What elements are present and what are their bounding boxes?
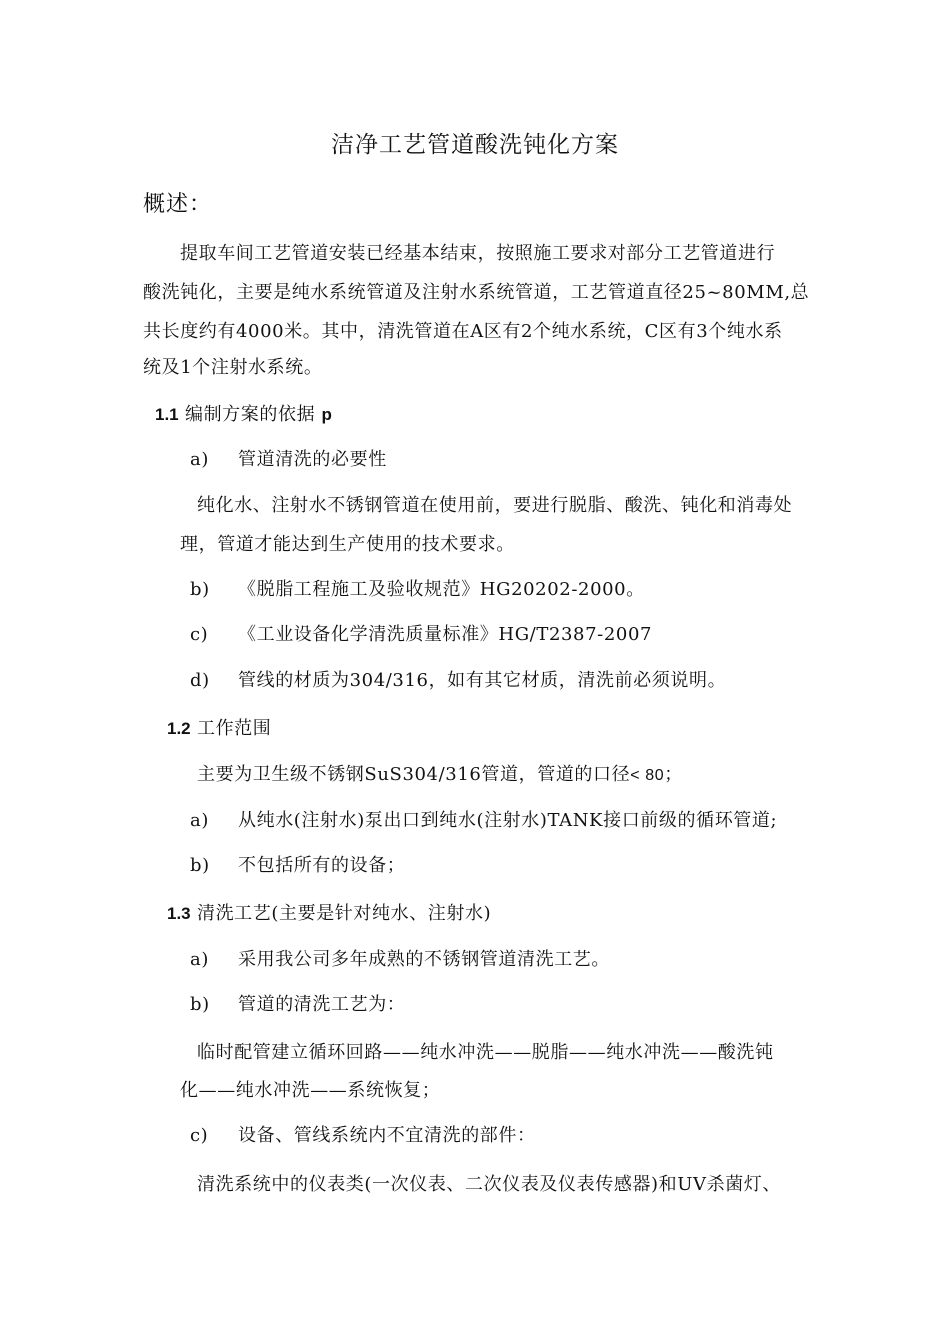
section-title: 编制方案的依据 [184, 404, 316, 425]
overview-line-4: 统及1个注射水系统。 [143, 357, 323, 378]
section-1-2-heading [167, 717, 271, 741]
section-1-2-intro [197, 763, 683, 788]
intro-text: 主要为卫生级不锈钢SuS304/316管道，管道的口径 [197, 764, 631, 785]
section-number: 1.1 [155, 405, 179, 424]
section-1-1-item-a [190, 448, 387, 472]
list-item-text: 管线的材质为304/316，如有其它材质，清洗前必须说明。 [238, 670, 727, 691]
section-1-3-heading [167, 902, 491, 926]
section-suffix: p [321, 405, 333, 424]
section-1-3-process-line-1: 临时配管建立循环回路——纯水冲洗——脱脂——纯水冲洗——酸洗钝 [197, 1042, 774, 1063]
list-marker: a) [190, 810, 209, 831]
section-number: 1.2 [167, 719, 191, 738]
section-1-3-item-c [190, 1124, 536, 1148]
section-1-1-para-line-2: 理，管道才能达到生产使用的技术要求。 [180, 534, 515, 555]
section-1-2-item-b [190, 854, 405, 878]
list-marker: b) [190, 855, 210, 876]
intro-end: ； [664, 764, 683, 785]
overview-line-2: 酸洗钝化，主要是纯水系统管道及注射水系统管道，工艺管道直径25~80MM,总 [143, 282, 810, 303]
overview-heading: 概述： [143, 192, 213, 217]
section-1-1-para-line-1: 纯化水、注射水不锈钢管道在使用前，要进行脱脂、酸洗、钝化和消毒处 [197, 495, 793, 516]
section-1-3-tail-line: 清洗系统中的仪表类(一次仪表、二次仪表及仪表传感器)和UV杀菌灯、 [197, 1174, 782, 1195]
intro-diameter: < 80 [630, 767, 665, 784]
list-item-text: 《工业设备化学清洗质量标准》HG/T2387-2007 [238, 624, 653, 645]
list-item-text: 《脱脂工程施工及验收规范》HG20202-2000。 [238, 579, 645, 600]
section-1-3-process-line-2: 化——纯水冲洗——系统恢复； [180, 1080, 441, 1101]
list-item-text: 管道的清洗工艺为： [238, 994, 406, 1015]
list-item-text: 从纯水(注射水)泵出口到纯水(注射水)TANK接口前级的循环管道; [238, 810, 778, 831]
section-1-1-item-d [190, 669, 726, 693]
list-marker: b) [190, 579, 210, 600]
list-item-text: 采用我公司多年成熟的不锈钢管道清洗工艺。 [238, 949, 610, 970]
section-title: 清洗工艺(主要是针对纯水、注射水) [196, 903, 492, 924]
section-1-1-heading [155, 403, 332, 427]
overview-line-3: 共长度约有4000米。其中，清洗管道在A区有2个纯水系统，C区有3个纯水系 [143, 321, 783, 342]
section-1-1-item-c [190, 623, 652, 647]
list-marker: b) [190, 994, 210, 1015]
overview-line-1: 提取车间工艺管道安装已经基本结束，按照施工要求对部分工艺管道进行 [180, 243, 776, 264]
list-item-text: 设备、管线系统内不宜清洗的部件： [238, 1125, 536, 1146]
section-1-3-item-b [190, 993, 405, 1017]
section-1-1-item-b [190, 578, 645, 602]
list-marker: d) [190, 670, 210, 691]
section-1-3-item-a [190, 948, 610, 972]
list-marker: a) [190, 449, 209, 470]
list-marker: c) [190, 1125, 209, 1146]
list-item-text: 不包括所有的设备； [238, 855, 406, 876]
section-title: 工作范围 [196, 718, 272, 739]
document-title: 洁净工艺管道酸洗钝化方案 [331, 132, 619, 158]
list-marker: c) [190, 624, 209, 645]
list-marker: a) [190, 949, 209, 970]
section-number: 1.3 [167, 904, 191, 923]
list-item-text: 管道清洗的必要性 [238, 449, 387, 470]
section-1-2-item-a [190, 809, 777, 833]
